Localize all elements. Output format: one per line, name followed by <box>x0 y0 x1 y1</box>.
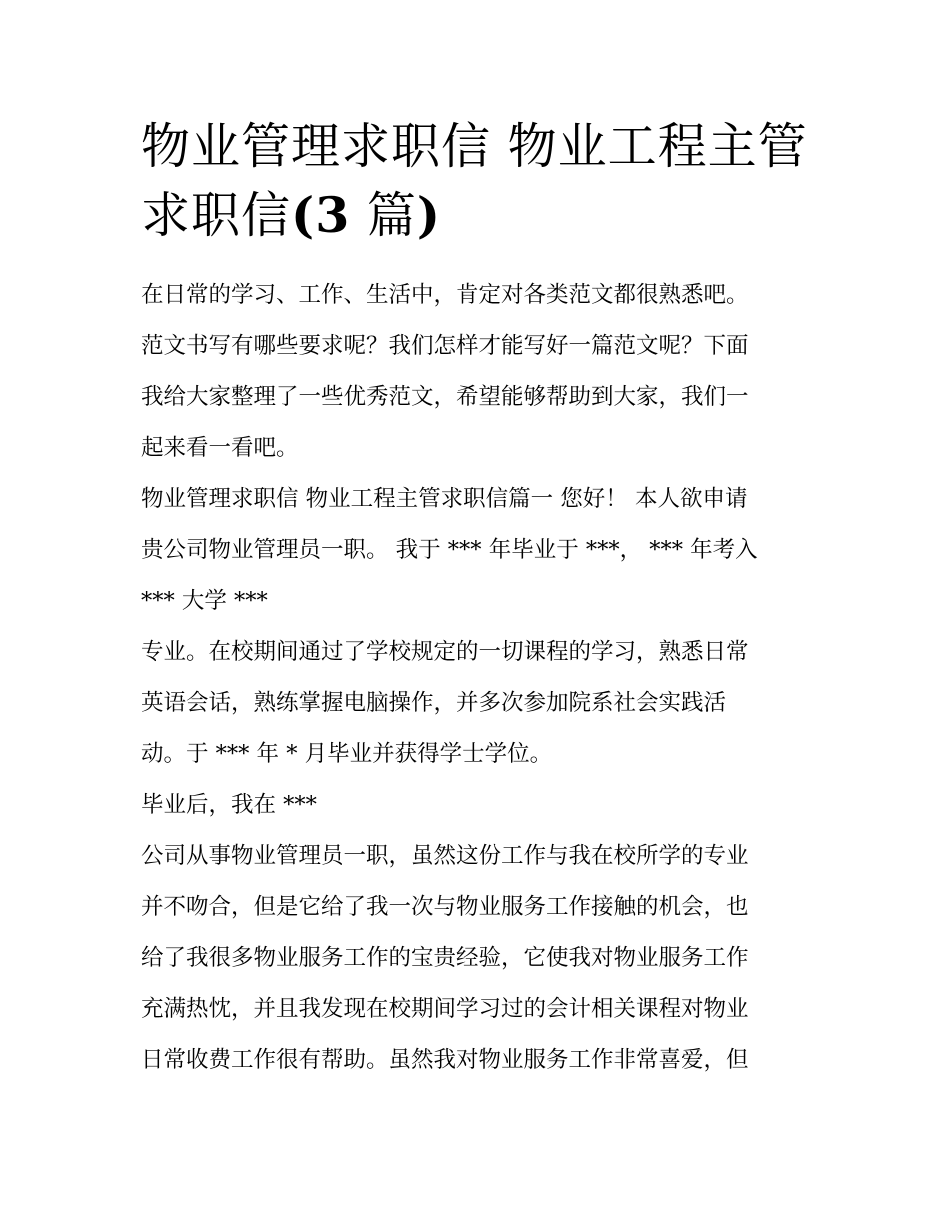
body-line: 日常收费工作很有帮助。虽然我对物业服务工作非常喜爱，但 <box>141 1047 749 1073</box>
body-line: 毕业后，我在 *** <box>141 792 317 818</box>
body-line: 范文书写有哪些要求呢？我们怎样才能写好一篇范文呢？下面 <box>141 333 749 359</box>
title-count-unit: 篇 <box>350 187 417 244</box>
body-line: 贵公司物业管理员一职。 我于 *** 年毕业于 ***， *** 年考入 <box>141 537 758 563</box>
body-line: 起来看一看吧。 <box>141 435 299 461</box>
document-title <box>141 112 813 250</box>
body-line: 我给大家整理了一些优秀范文，希望能够帮助到大家，我们一 <box>141 384 749 410</box>
body-line: 物业管理求职信 物业工程主管求职信篇一 您好！ 本人欲申请 <box>141 486 748 512</box>
title-count-open: (3 <box>291 186 351 244</box>
body-line: 专业。在校期间通过了学校规定的一切课程的学习，熟悉日常 <box>141 639 749 665</box>
title-line-2 <box>141 181 813 250</box>
body-line: 给了我很多物业服务工作的宝贵经验，它使我对物业服务工作 <box>141 945 749 971</box>
body-line: 充满热忱，并且我发现在校期间学习过的会计相关课程对物业 <box>141 996 749 1022</box>
body-line: 公司从事物业管理员一职，虽然这份工作与我在校所学的专业 <box>141 843 749 869</box>
title-count-close: ) <box>416 186 442 244</box>
body-line: 英语会话，熟练掌握电脑操作，并多次参加院系社会实践活 <box>141 690 727 716</box>
document-page <box>141 112 813 1086</box>
body-line: 动。于 *** 年 * 月毕业并获得学士学位。 <box>141 741 553 767</box>
body-line: 在日常的学习、工作、生活中，肯定对各类范文都很熟悉吧。 <box>141 282 749 308</box>
document-body <box>141 270 813 1086</box>
title-line-1: 物业管理求职信 物业工程主管 <box>141 118 808 175</box>
body-line: 并不吻合，但是它给了我一次与物业服务工作接触的机会，也 <box>141 894 749 920</box>
body-line: *** 大学 *** <box>141 588 268 614</box>
title-line-2-text: 求职信 <box>141 187 292 244</box>
